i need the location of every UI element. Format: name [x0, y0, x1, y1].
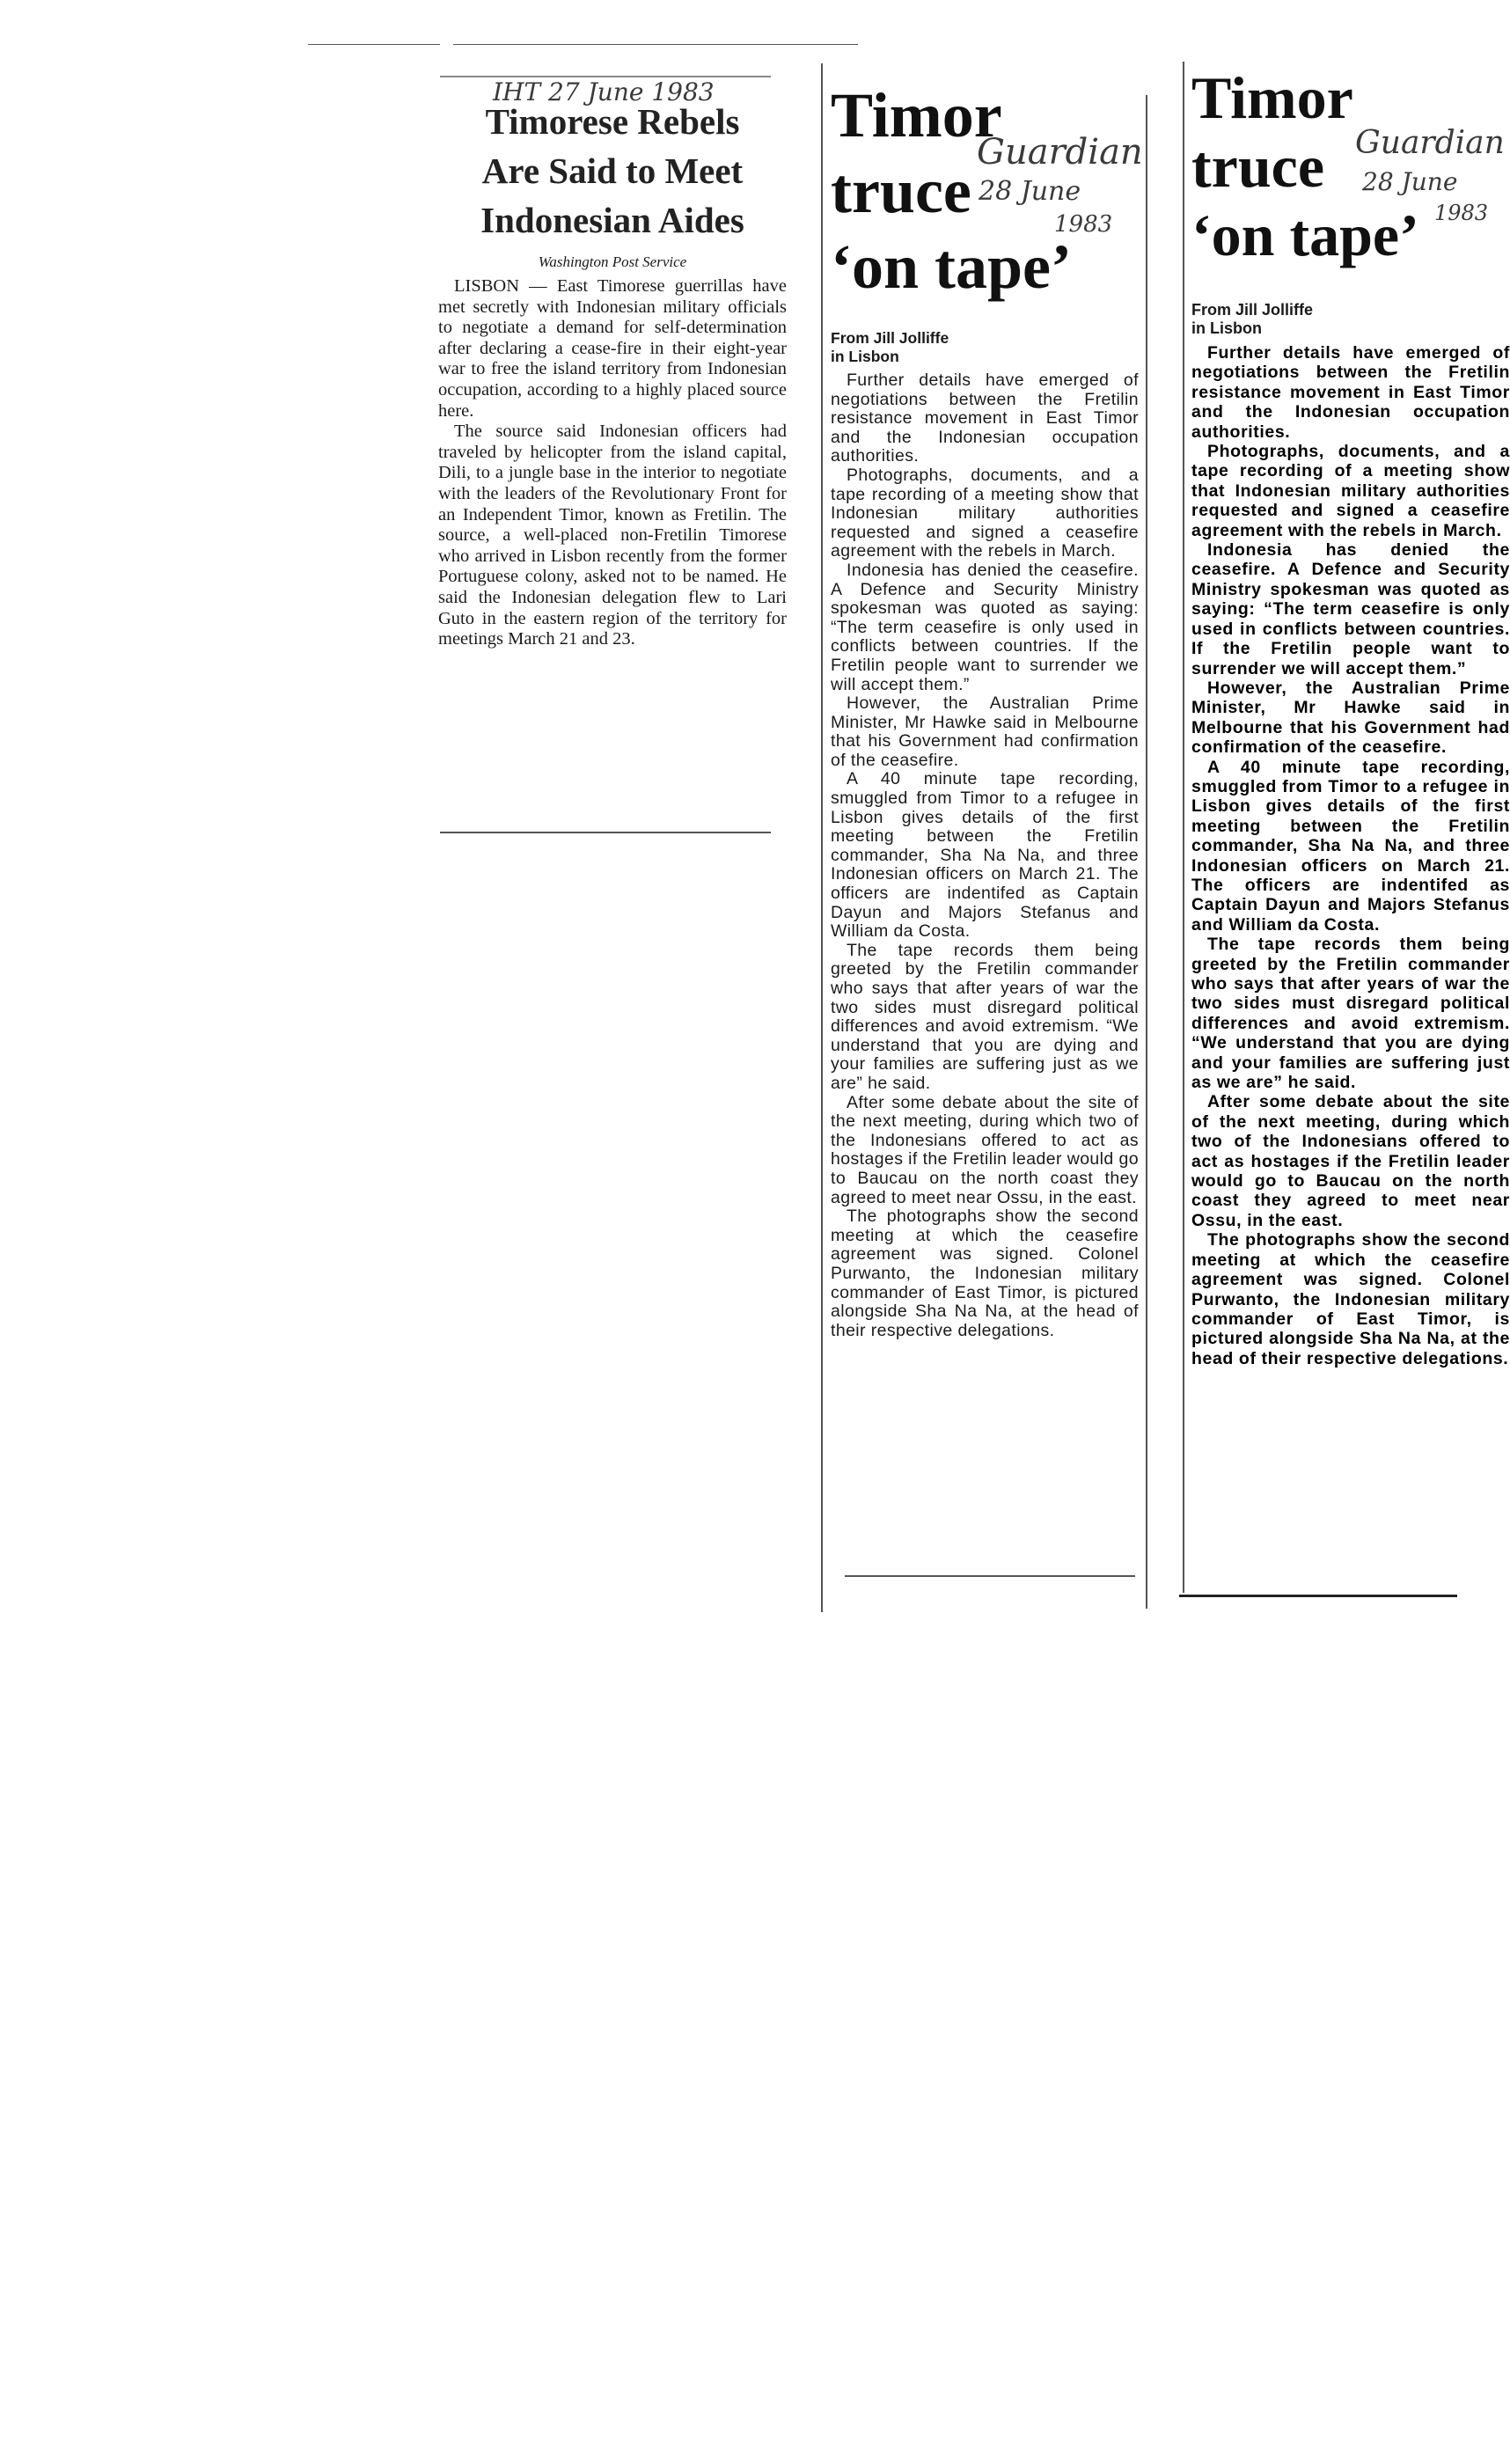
clip3-handwritten-year: 1983 — [1434, 201, 1489, 225]
clip2-handwritten-year: 1983 — [1054, 211, 1113, 238]
clip3-headline-line-3: ‘on tape’ — [1191, 202, 1419, 268]
clip3-paragraph: Photographs, documents, and a tape recording of a meeting show that Indonesian military authorities requested and signed a ceasefire agreement with the rebels in March. — [1191, 442, 1510, 540]
clip1-bottom-rule — [440, 832, 771, 833]
clip2-left-rule — [821, 63, 823, 1612]
clip1-body — [438, 276, 787, 650]
clip1-paragraph: The source said Indonesian officers had traveled by helicopter from the island capital, Dili, to a jungle base in the interior to negotiate with the leaders of the Revolutionary Front for an Independent Timor, known as Fretilin. The source, a well-placed non-Fretilin Timorese who arrived in Lisbon recently from the former Portuguese colony, asked not to be named. He said the Indonesian delegation flew to Lari Guto in the eastern region of the territory for meetings March 21 and 23. — [438, 422, 787, 649]
clip3-body — [1191, 343, 1510, 1368]
clip3-headline — [1191, 63, 1457, 269]
clip3-paragraph: Further details have emerged of negotiations between the Fretilin resistance movement in East Timor and the Indonesian occupation authorities. — [1191, 343, 1510, 442]
clip3-bottom-rule — [1179, 1595, 1457, 1597]
clip2-byline-author: From Jill Jolliffe — [831, 329, 949, 347]
clip3-paragraph: The photographs show the second meeting at which the ceasefire agreement was signed. Colonel Purwanto, the Indonesian military commander of East Timor, is pictured alongside Sha Na Na, at the head of their respective delegations. — [1191, 1230, 1510, 1368]
clip2-bottom-rule — [845, 1575, 1135, 1577]
clip3-headline-line-1: Timor — [1191, 64, 1353, 131]
clip2-paragraph: Indonesia has denied the ceasefire. A Defence and Security Ministry spokesman was quoted as saying: “The term ceasefire is only used in conflicts between countries. If the Fretilin people want to surrender we will accept them.” — [831, 560, 1139, 694]
clip1-paragraph: LISBON — East Timorese guerrillas have met secretly with Indonesian military officials to negotiate a demand for self-determination after declaring a cease-fire in their eight-year war to free the island territory from Indonesian occupation, according to a highly placed source here. — [438, 276, 787, 421]
clip3-byline — [1191, 301, 1457, 338]
clip1-headline — [438, 97, 787, 245]
clip2-paragraph: Photographs, documents, and a tape recording of a meeting show that Indonesian military authorities requested and signed a ceasefire agreement with the rebels in March. — [831, 465, 1139, 561]
clip3-paragraph: Indonesia has denied the ceasefire. A Defence and Security Ministry spokesman was quoted as saying: “The term ceasefire is only used in conflicts between countries. If the Fretilin people want to surrender we will accept them.” — [1191, 540, 1510, 678]
clip1-service-credit: Washington Post Service — [538, 253, 687, 270]
clip3-paragraph: After some debate about the site of the next meeting, during which two of the Indonesians offered to act as hostages if the Fretilin leader would go to Baucau on the north coast they agreed to meet near Ossu, in the east. — [1191, 1092, 1510, 1230]
clip1-article — [438, 72, 787, 847]
clip2-headline — [831, 77, 1139, 304]
clip2-headline-line-2: truce — [831, 156, 971, 226]
clip2-byline-location: in Lisbon — [831, 348, 899, 365]
clip2-paragraph: Further details have emerged of negotiations between the Fretilin resistance movement in East Timor and the Indonesian occupation authorities. — [831, 370, 1139, 466]
clip2-paragraph: The tape records them being greeted by the Fretilin commander who says that after years of war the two sides must disregard political differences and avoid extremism. “We understand that you are dying and your families are suffering just as we are” he said. — [831, 940, 1139, 1093]
clip1-headline-line-1: Timorese Rebels — [485, 101, 740, 142]
clip2-handwritten-date: 28 June — [979, 176, 1081, 207]
top-rule-left — [308, 44, 440, 45]
clip2-byline — [831, 329, 1139, 366]
clip2-paragraph: The photographs show the second meeting at which the ceasefire agreement was signed. Colonel Purwanto, the Indonesian military commander of East Timor, is pictured alongside Sha Na Na, at the head of their respective delegations. — [831, 1206, 1139, 1340]
clip1-headline-line-2: Are Said to Meet — [481, 150, 744, 191]
clip3-paragraph: However, the Australian Prime Minister, Mr Hawke said in Melbourne that his Government had confirmation of the ceasefire. — [1191, 678, 1510, 758]
clip3-handwritten-date: 28 June — [1362, 167, 1458, 196]
top-rule-right — [453, 44, 858, 45]
clip3-byline-author: From Jill Jolliffe — [1191, 301, 1314, 319]
clip2-handwritten-source: Guardian — [977, 132, 1143, 172]
clip2-headline-line-1: Timor — [831, 80, 1002, 150]
clip3-headline-line-2: truce — [1191, 133, 1325, 200]
clip3-paragraph: A 40 minute tape recording, smuggled from Timor to a refugee in Lisbon gives details of the first meeting between the Fretilin commander, Sha Na Na, and three Indonesian officers on March 21. The officers are indentifed as Captain Dayun and Majors Stefanus and William da Costa. — [1191, 757, 1510, 935]
clip2-article — [831, 77, 1139, 1573]
clip2-headline-line-3: ‘on tape’ — [831, 231, 1072, 302]
clip2-paragraph: After some debate about the site of the next meeting, during which two of the Indonesians offered to act as hostages if the Fretilin leader would go to Baucau on the north coast they agreed to meet near Ossu, in the east. — [831, 1092, 1139, 1207]
clip2-body — [831, 371, 1139, 1340]
clip1-headline-line-3: Indonesian Aides — [480, 200, 744, 240]
clip1-handwritten-date: IHT 27 June 1983 — [493, 77, 715, 106]
clip2-paragraph: A 40 minute tape recording, smuggled from Timor to a refugee in Lisbon gives details of the first meeting between the Fretilin commander, Sha Na Na, and three Indonesian officers on March 21. The officers are indentifed as Captain Dayun and Majors Stefanus and William da Costa. — [831, 769, 1139, 942]
clip2-right-rule — [1146, 95, 1147, 1609]
clip3-paragraph: The tape records them being greeted by the Fretilin commander who says that after years of war the two sides must disregard political differences and avoid extremism. “We understand that you are dying and your families are suffering just as we are” he said. — [1191, 935, 1510, 1093]
clip2-paragraph: However, the Australian Prime Minister, Mr Hawke said in Melbourne that his Government had confirmation of the ceasefire. — [831, 693, 1139, 770]
clip3-left-rule — [1183, 62, 1184, 1593]
clip3-byline-location: in Lisbon — [1191, 319, 1262, 337]
clip3-handwritten-source: Guardian — [1355, 125, 1505, 161]
